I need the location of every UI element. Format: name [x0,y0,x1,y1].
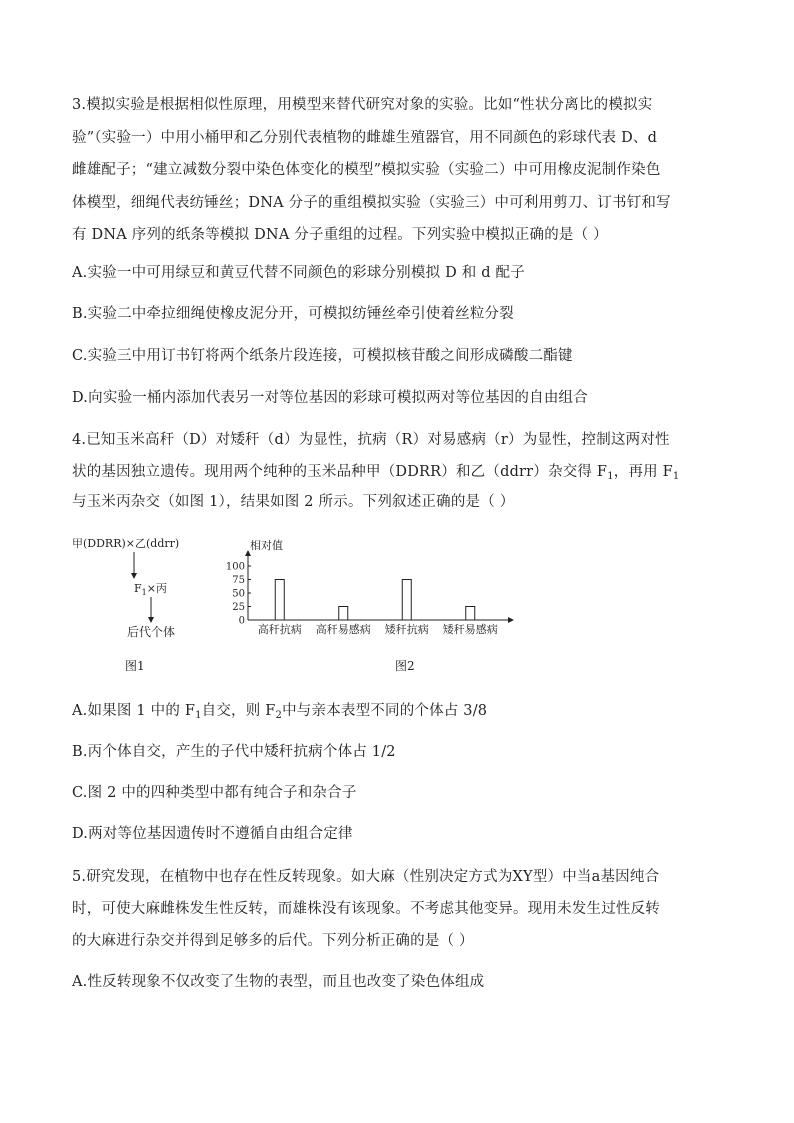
q4-line-2-text-a: 状的基因独立遗传。现用两个纯种的玉米品种甲（DDRR）和乙（ddrr）杂交得 F [72,464,608,480]
q3-option-b: B.实验二中牵拉细绳使橡皮泥分开，可模拟纺锤丝牵引使着丝粒分裂 [72,306,514,322]
q3-option-a: A.实验一中可用绿豆和黄豆代替不同颜色的彩球分别模拟 D 和 d 配子 [72,265,525,281]
question-3-stem [72,94,722,247]
fig1-cross-rest: ×丙 [146,582,167,595]
fig1-cross [134,582,167,597]
y-tick-label: 50 [232,588,245,600]
chart-bars [275,580,475,621]
fig1-cross-f: F [134,582,142,595]
q3-option-d: D.向实验一桶内添加代表另一对等位基因的彩球可模拟两对等位基因的自由组合 [72,390,588,406]
figure-1-cross-diagram [72,534,212,674]
y-tick-label: 0 [238,615,245,627]
y-tick-label: 25 [232,602,245,613]
q4-line-1: 4.已知玉米高秆（D）对矮秆（d）为显性，抗病（R）对易感病（r）为显性，控制这两对性 [72,432,670,448]
q4-option-a-text-c: 中与亲本表型不同的个体占 3/8 [282,703,488,719]
bar-2 [339,607,348,621]
q4-option-b: B.丙个体自交，产生的子代中矮秆抗病个体占 1/2 [72,744,396,760]
fig1-parents: 甲(DDRR)×乙(ddrr) [72,537,180,550]
q3-line-2: 验”（实验一）中用小桶甲和乙分别代表植物的雌雄生殖器官，用不同颜色的彩球代表 D、d [72,129,658,146]
q5-line-1: 5.研究发现，在植物中也存在性反转现象。如大麻（性别决定方式为XY型）中当a基因纯合 [72,869,660,885]
y-tick-label: 75 [232,575,245,586]
chart-ticks [226,562,251,627]
fig1-arrowhead-1 [131,573,137,579]
bar-3 [402,580,411,621]
q4-line-2-sub-2: 1 [672,471,680,482]
category-label: 高秆抗病 [257,623,302,636]
q4-option-a-text-b: 自交，则 F [201,703,276,719]
q4-line-3: 与玉米丙杂交（如图 1），结果如图 2 所示。下列叙述正确的是（ ） [72,494,515,510]
y-tick-label: 100 [225,561,245,573]
category-label: 高秆易感病 [315,623,371,636]
fig1-arrowhead-2 [148,617,154,623]
q3-option-c: C.实验三中用订书钉将两个纸条片段连接，可模拟核苷酸之间形成磷酸二酯键 [72,348,573,364]
question-5-stem [72,866,722,953]
q5-line-2: 时，可使大麻雌株发生性反转，而雄株没有该现象。不考虑其他变异。现用未发生过性反转 [72,901,660,917]
chart-categories [258,622,498,636]
bar-4 [466,607,475,621]
q3-line-3: 雌雄配子；“建立减数分裂中染色体变化的模型”模拟实验（实验二）中可用橡皮泥制作染色 [72,162,661,178]
q4-option-d: D.两对等位基因遗传时不遵循自由组合定律 [72,826,353,842]
figure-2-bar-chart [222,536,522,676]
q4-option-a-sub-1: 1 [195,710,202,721]
q5-option-a: A.性反转现象不仅改变了生物的表型，而且也改变了染色体组成 [72,974,485,990]
fig1-caption: 图1 [125,659,145,673]
chart-caption: 图2 [395,659,415,673]
category-label: 矮秆抗病 [384,623,429,636]
q4-option-a-text-a: A.如果图 1 中的 F [72,703,196,719]
category-label: 矮秆易感病 [442,623,498,636]
chart-ylabel: 相对值 [250,539,283,552]
bar-1 [275,580,284,621]
q4-option-a [72,700,487,727]
x-axis-arrowhead [508,617,514,623]
q3-line-5: 有 DNA 序列的纸条等模拟 DNA 分子重组的过程。下列实验中模拟正确的是（ ） [72,227,608,243]
q4-line-2-sub-1: 1 [607,471,614,482]
q4-option-c: C.图 2 中的四种类型中都有纯合子和杂合子 [72,785,357,801]
q4-option-a-sub-2: 2 [275,710,283,721]
q4-line-2 [72,461,679,488]
q3-line-1: 3.模拟实验是根据相似性原理，用模型来替代研究对象的实验。比如“性状分离比的模拟实 [72,97,653,113]
fig1-offspring: 后代个体 [127,625,176,639]
fig1-cross-sub: 1 [141,588,147,597]
q4-line-2-text-b: ，再用 F [613,464,673,480]
q3-line-4: 体模型，细绳代表纺锤丝；DNA 分子的重组模拟实验（实验三）中可利用剪刀、订书钉和写 [72,194,671,211]
q5-line-3: 的大麻进行杂交并得到足够多的后代。下列分析正确的是（ ） [72,933,474,949]
